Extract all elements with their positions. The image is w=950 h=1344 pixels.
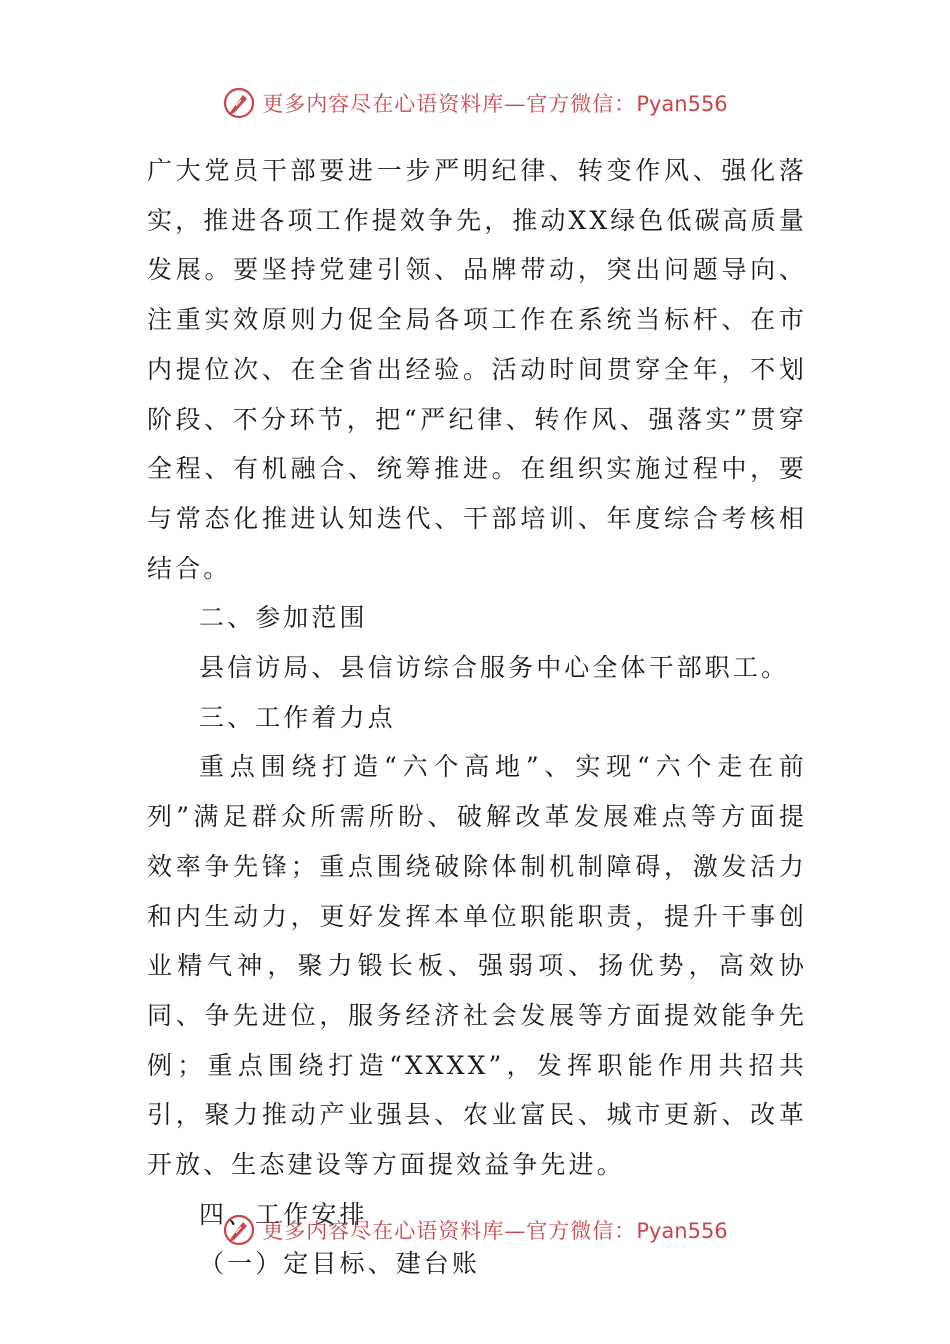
section-heading-2: 二、参加范围 bbox=[199, 603, 368, 633]
watermark-id: Pyan556 bbox=[636, 92, 728, 116]
paragraph-2: 县信访局、县信访综合服务中心全体干部职工。 bbox=[199, 653, 790, 683]
pen-nib-circle-icon bbox=[222, 1213, 256, 1247]
watermark-footer bbox=[0, 1213, 950, 1247]
watermark-text: 更多内容尽在心语资料库—官方微信：Pyan556 bbox=[262, 1219, 728, 1243]
paragraph-1: 广大党员干部要进一步严明纪律、转变作风、强化落实，推进各项工作提效争先，推动XX绿色低碳高质量发展。要坚持党建引领、品牌带动，突出问题导向、注重实效原则力促全局各项工作在系统当标杆、在市内提位次、在全省出经验。活动时间贯穿全年，不划阶段、不分环节，把“严纪律、转作风、强落实”贯穿全程、有机融合、统筹推进。在组织实施过程中，要与常态化推进认知迭代、干部培训、年度综合考核相结合。 bbox=[147, 156, 807, 583]
subsection-heading-4-1: （一）定目标、建台账 bbox=[199, 1249, 481, 1279]
watermark-text: 更多内容尽在心语资料库—官方微信：Pyan556 bbox=[262, 92, 728, 116]
watermark-id: Pyan556 bbox=[636, 1219, 728, 1243]
watermark-header bbox=[0, 86, 950, 120]
pen-nib-circle-icon bbox=[222, 86, 256, 120]
paragraph-3: 重点围绕打造“六个高地”、实现“六个走在前列”满足群众所需所盼、破解改革发展难点等方面提效率争先锋；重点围绕破除体制机制障碍，激发活力和内生动力，更好发挥本单位职能职责，提升干事创业精气神，聚力锻长板、强弱项、扬优势，高效协同、争先进位，服务经济社会发展等方面提效能争先例；重点围绕打造“XXXX”，发挥职能作用共招共引，聚力推动产业强县、农业富民、城市更新、改革开放、生态建设等方面提效益争先进。 bbox=[147, 752, 807, 1180]
section-heading-4: 四、工作安排 bbox=[199, 1199, 368, 1229]
section-heading-3: 三、工作着力点 bbox=[199, 702, 396, 732]
document-body bbox=[147, 146, 807, 1289]
